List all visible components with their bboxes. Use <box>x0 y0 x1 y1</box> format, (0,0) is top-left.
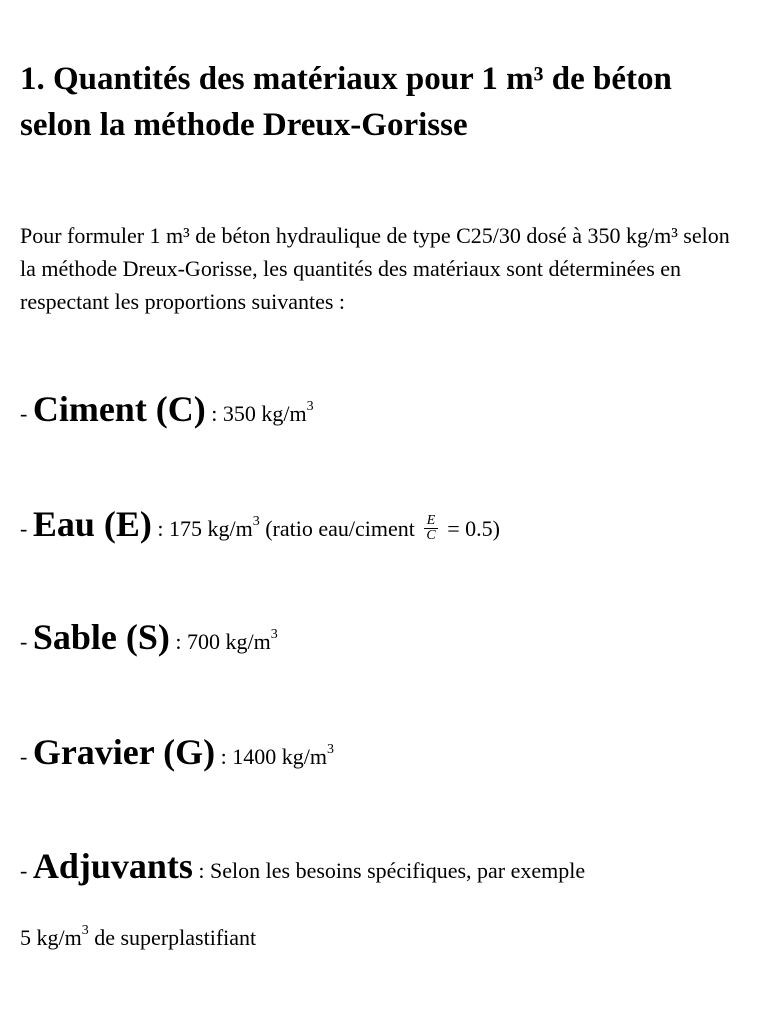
quantity-exponent: 3 <box>270 626 278 642</box>
quantity-value: 700 <box>186 629 220 654</box>
item-eau <box>20 504 500 549</box>
item-label: Ciment (C) <box>32 389 206 429</box>
quantity-exponent: 3 <box>81 922 89 938</box>
item-adjuvants <box>20 846 585 891</box>
item-ciment <box>20 389 314 434</box>
item-quantity <box>168 513 260 541</box>
quantity-exponent: 3 <box>306 398 314 414</box>
item-quantity <box>232 741 334 769</box>
item-separator: : <box>205 401 223 426</box>
intro-paragraph: Pour formuler 1 m³ de béton hydraulique de type C25/30 dosé à 350 kg/m³ selon la méthode Dreux-Gorisse, les quantités des matériaux sont déterminées en respectant les proportions suivantes : <box>20 223 730 314</box>
ratio-note-start: (ratio eau/ciment <box>259 516 421 541</box>
quantity-unit: kg/m <box>207 516 253 541</box>
item-quantity <box>186 626 278 654</box>
fraction-numerator: E <box>424 514 437 529</box>
item-sable <box>20 617 278 662</box>
item-separator: : <box>151 516 169 541</box>
quantity-value: 350 <box>222 401 256 426</box>
quantity-value: 175 <box>168 516 202 541</box>
item-quantity <box>20 922 89 950</box>
item-label: Adjuvants <box>32 846 193 886</box>
item-dash: - <box>20 629 33 654</box>
ratio-note-end: = 0.5) <box>441 516 500 541</box>
item-gravier <box>20 732 334 777</box>
quantity-unit: kg/m <box>261 401 307 426</box>
item-label: Eau (E) <box>32 504 152 544</box>
item-separator: : <box>215 744 233 769</box>
quantity-value: 5 <box>20 925 31 950</box>
quantity-value: 1400 <box>232 744 277 769</box>
item-dash: - <box>20 516 33 541</box>
quantity-exponent: 3 <box>326 741 334 757</box>
item-dash: - <box>20 744 33 769</box>
ratio-fraction <box>424 514 437 543</box>
adjuvants-continuation <box>20 920 256 956</box>
item-dash: - <box>20 858 33 883</box>
item-label: Sable (S) <box>32 617 170 657</box>
item-separator: : <box>192 858 211 883</box>
quantity-exponent: 3 <box>252 513 260 529</box>
quantity-unit: kg/m <box>225 629 271 654</box>
item-label: Gravier (G) <box>32 732 216 772</box>
item-dash: - <box>20 401 33 426</box>
section-title: 1. Quantités des matériaux pour 1 m³ de béton selon la méthode Dreux-Gorisse <box>20 61 672 143</box>
quantity-unit: kg/m <box>281 744 327 769</box>
quantity-unit: kg/m <box>36 925 82 950</box>
continuation-text: de superplastifiant <box>88 925 257 950</box>
item-separator: : <box>169 629 187 654</box>
item-quantity <box>222 398 314 426</box>
item-description: Selon les besoins spécifiques, par exemple <box>210 858 586 883</box>
fraction-denominator: C <box>426 528 436 544</box>
